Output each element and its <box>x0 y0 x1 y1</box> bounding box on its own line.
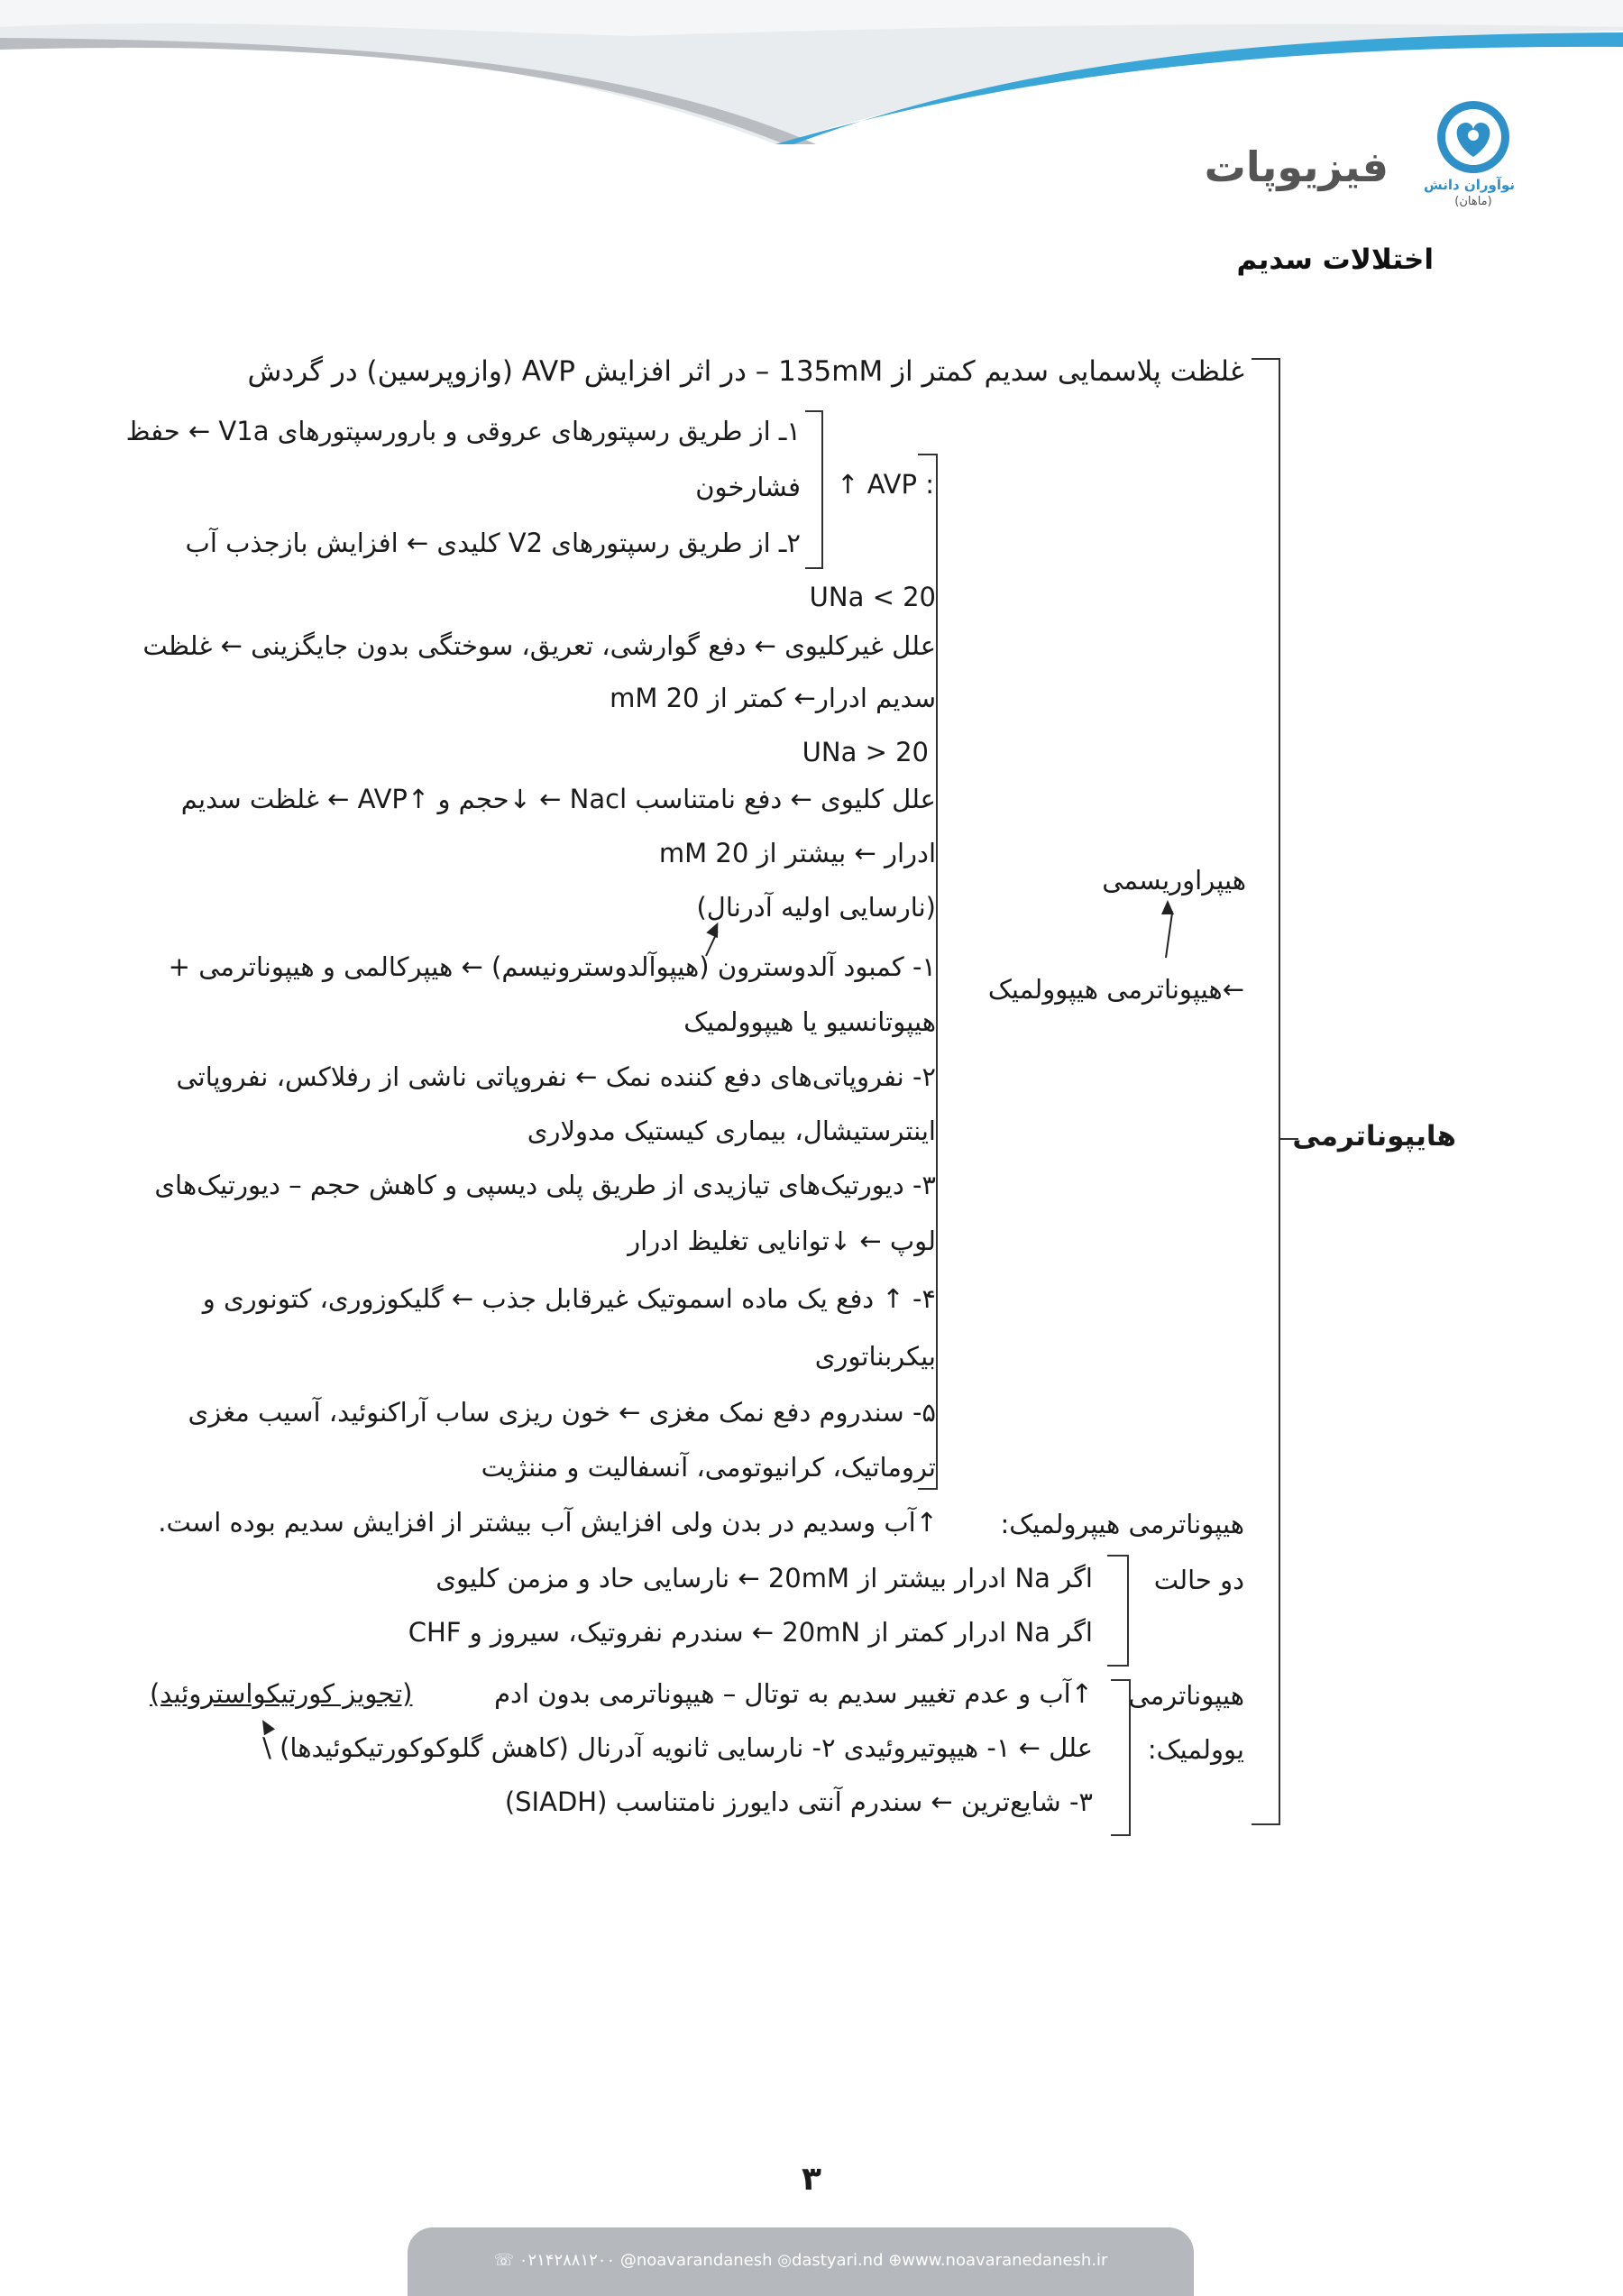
header-wave <box>0 0 1623 153</box>
subject-title: فیزیوپات <box>1204 142 1389 191</box>
case-2: اگر Na ادرار کمتر از 20mN ← سندرم نفروتیک، سیروز و CHF <box>408 1617 1093 1648</box>
euvolemic-line-1: ↑آب و عدم تغییر سدیم به توتال – هیپوناترمی بدون ادم <box>494 1678 1093 1709</box>
hypervolemic-text: ↑آب وسدیم در بدن ولی افزایش آب بیشتر از افزایش سدیم بوده است. <box>158 1507 938 1538</box>
cause-4-cont: بیکربناتوری <box>814 1341 936 1372</box>
two-cases-label: دو حالت <box>1153 1565 1244 1595</box>
root-brace <box>1252 358 1280 1825</box>
nonrenal-causes-cont: سدیم ادرار← کمتر از 20 mM <box>610 683 936 713</box>
hyperuricemia-label: هیپراوریسمی <box>1102 865 1246 895</box>
footer-contacts: ☏ ۰۲۱۴۲۸۸۱۲۰۰ @noavarandanesh ◎dastyari.nd ⊕www.noavaranedanesh.ir <box>493 2251 1108 2270</box>
hypovolemic-label: ←هیپوناترمی هیپوولمیک <box>987 974 1244 1005</box>
avp-inner-brace <box>805 410 823 569</box>
cause-5-cont: تروماتیک، کرانیوتومی، آنسفالیت و مننژیت <box>481 1452 936 1483</box>
cause-4: ۴- ↑ دفع یک ماده اسموتیک غیرقابل جذب ← گلیکوزوری، کتونوری و <box>202 1283 936 1314</box>
avp-item-2: ۲ـ از طریق رسپتورهای V2 کلیدی ← افزایش بازجذب آب <box>185 528 801 558</box>
root-label: هایپوناترمی <box>1292 1120 1456 1153</box>
up-arrow-line <box>1165 911 1173 958</box>
una-high: UNa > 20 <box>802 737 929 767</box>
euvolemic-line-3: ۳- شایع‌ترین ← سندرم آنتی دایورز نامتناسب (SIADH) <box>504 1786 1093 1817</box>
logo-sub: (ماهان) <box>1454 195 1492 208</box>
una-low: UNa < 20 <box>809 582 936 612</box>
nonrenal-causes: علل غیرکلیوی ← دفع گوارشی، تعریق، سوختگی بدون جایگزینی ← غلظت <box>142 630 936 661</box>
case-1: اگر Na ادرار بیشتر از 20mM ← نارسایی حاد و مزمن کلیوی <box>436 1563 1093 1593</box>
logo <box>1424 97 1515 215</box>
renal-causes-cont: ادرار ← بیشتر از 20 mM <box>658 838 936 868</box>
cause-3-cont: لوپ ← ↓توانایی تغلیظ ادرار <box>628 1226 936 1256</box>
logo-emblem-icon <box>1432 97 1515 179</box>
renal-causes: علل کلیوی ← دفع نامتناسب Nacl ← ↓حجم و ↑AVP ← غلظت سدیم <box>180 784 936 814</box>
euvolemic-line-2: علل ← ۱- هیپوتیروئیدی ۲- نارسایی ثانویه آدرنال (کاهش گلوکوکورتیکوئیدها) \ <box>262 1732 1093 1763</box>
avp-item-1-cont: فشارخون <box>695 472 801 502</box>
up-arrow-icon <box>1161 900 1174 914</box>
definition-line: غلظت پلاسمایی سدیم کمتر از 135mM – در اثر افزایش AVP (وازوپرسین) در گردش <box>247 355 1244 388</box>
cause-2: ۲- نفروپاتی‌های دفع کننده نمک ← نفروپاتی ناشی از رفلاکس، نفروپاتی <box>176 1061 936 1092</box>
euvolemic-note: (تجویز کورتیکواستروئید) <box>150 1678 413 1709</box>
page-number: ۳ <box>802 2161 821 2198</box>
cause-2-cont: اینترستیشال، بیماری کیستیک مدولاری <box>527 1116 936 1146</box>
cause-3: ۳- دیورتیک‌های تیازیدی از طریق پلی دیسپی و کاهش حجم – دیورتیک‌های <box>154 1170 936 1200</box>
euvolemic-label-1: هیپوناترمی <box>1128 1680 1244 1711</box>
footer-bar <box>408 2227 1194 2296</box>
cause-1: ۱- کمبود آلدوسترون (هیپوآلدوسترونیسم) ← هیپرکالمی و هیپوناترمی + <box>168 951 936 982</box>
hypervolemic-label: هیپوناترمی هیپرولمیک: <box>1000 1509 1244 1539</box>
adrenal-note: (نارسایی اولیه آدرنال) <box>696 892 936 923</box>
cause-1-cont: هیپوتانسیو یا هیپوولمیک <box>683 1006 936 1037</box>
cases-brace <box>1107 1555 1129 1667</box>
euvolemic-label-2: یوولمیک: <box>1147 1734 1244 1765</box>
euvolemic-brace <box>1111 1679 1131 1836</box>
cause-5: ۵- سندروم دفع نمک مغزی ← خون ریزی ساب آراکنوئید، آسیب مغزی <box>188 1397 936 1428</box>
avp-label: ↑ AVP : <box>837 469 934 500</box>
avp-item-1: ۱ـ از طریق رسپتورهای عروقی و بارورسپتورهای V1a ← حفظ <box>125 416 801 446</box>
logo-name: نوآوران دانش <box>1424 177 1515 193</box>
section-title: اختلالات سدیم <box>1236 243 1434 276</box>
